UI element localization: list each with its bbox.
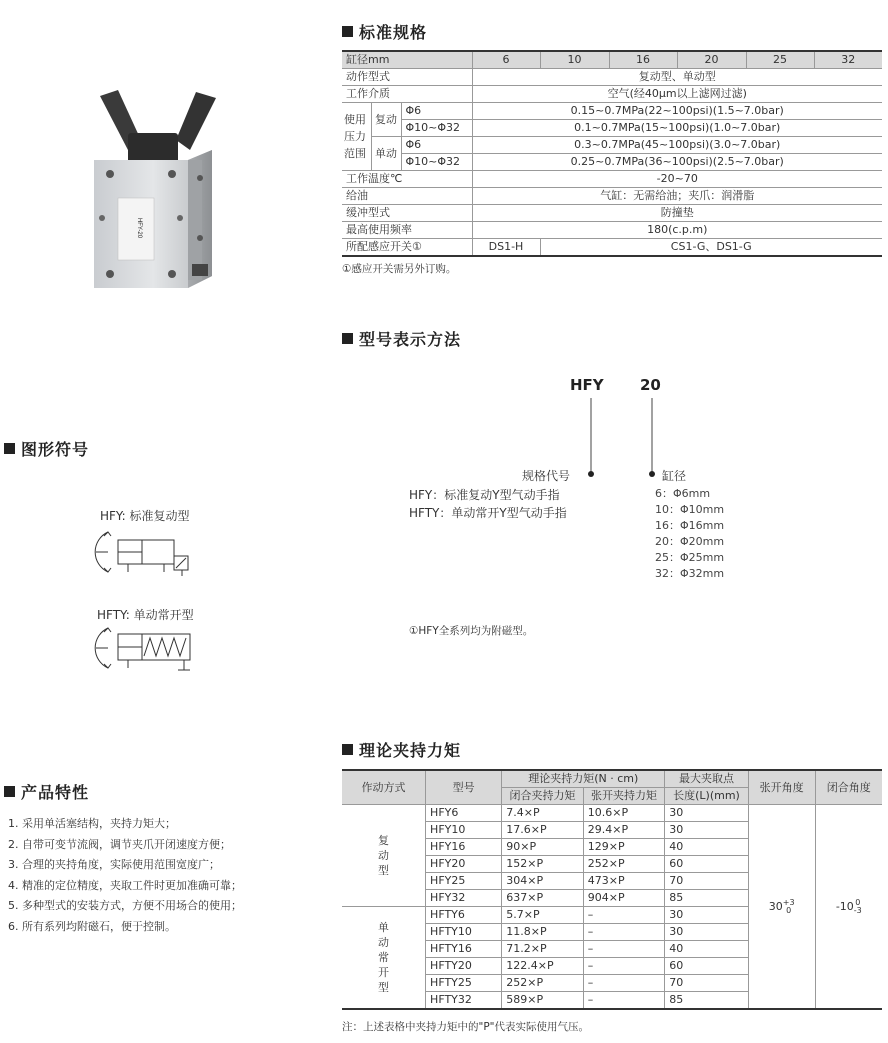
torque-note: 注：上述表格中夹持力矩中的"P"代表实际使用气压。 xyxy=(342,1021,589,1033)
bore-item: 25：Φ25mm xyxy=(655,551,725,564)
cell-length: 70 xyxy=(665,873,749,890)
feature-item: 6. 所有系列均附磁石，便于控制。 xyxy=(8,919,176,933)
torque-group-double xyxy=(342,805,426,907)
spec-row-pressure xyxy=(342,103,882,120)
group-label-char: 常 xyxy=(378,951,390,964)
cell-close-torque: 71.2×P xyxy=(502,941,583,958)
spec-section-title xyxy=(342,20,427,43)
cell-model: HFTY25 xyxy=(426,975,502,992)
cell-model: HFTY32 xyxy=(426,992,502,1010)
cell-model: HFTY10 xyxy=(426,924,502,941)
model-connector-lines xyxy=(580,396,660,478)
cell-open-torque: 29.4×P xyxy=(583,822,664,839)
cell-open-torque: – xyxy=(583,924,664,941)
bore-item: 16：Φ16mm xyxy=(655,519,725,532)
spec-label: 工作介质 xyxy=(342,86,472,103)
group-label-char: 型 xyxy=(378,864,390,877)
model-title: 型号表示方法 xyxy=(359,330,462,349)
model-code-bore: 20 xyxy=(640,376,661,394)
table-row xyxy=(342,805,882,822)
spec-bore-range: Φ6 xyxy=(401,103,472,120)
section-bullet-icon xyxy=(342,333,353,344)
cell-open-torque: 252×P xyxy=(583,856,664,873)
model-bore-label: 缸径 xyxy=(662,469,687,483)
spec-note: ①感应开关需另外订购。 xyxy=(342,263,457,275)
model-section-title xyxy=(342,327,461,350)
symbol-hfty-diagram xyxy=(92,624,202,676)
spec-header-6: 6 xyxy=(472,51,540,69)
spec-header-32: 32 xyxy=(814,51,882,69)
cell-open-torque: – xyxy=(583,958,664,975)
spec-value: 0.1~0.7MPa(15~100psi)(1.0~7.0bar) xyxy=(472,120,882,137)
cell-length: 85 xyxy=(665,992,749,1010)
torque-header-open-torque: 张开夹持力矩 xyxy=(583,788,664,805)
spec-value: 气缸：无需给油；夹爪：润滑脂 xyxy=(472,188,882,205)
spec-pressure-label xyxy=(342,103,371,171)
feature-item: 2. 自带可变节流阀，调节夹爪开闭速度方便； xyxy=(8,837,231,851)
group-label-char: 型 xyxy=(378,981,390,994)
torque-header-length: 最大夹取点 xyxy=(665,770,749,788)
cell-model: HFY32 xyxy=(426,890,502,907)
cell-model: HFY16 xyxy=(426,839,502,856)
torque-table xyxy=(342,769,882,1010)
group-label-char: 动 xyxy=(378,849,390,862)
cell-length: 30 xyxy=(665,805,749,822)
cell-open-torque: – xyxy=(583,907,664,924)
spec-value: 0.3~0.7MPa(45~100psi)(3.0~7.0bar) xyxy=(472,137,882,154)
spec-value: 0.25~0.7MPa(36~100psi)(2.5~7.0bar) xyxy=(472,154,882,171)
cell-length: 60 xyxy=(665,856,749,873)
spec-row-pressure xyxy=(342,154,882,171)
features-title: 产品特性 xyxy=(21,783,90,802)
model-code-prefix: HFY xyxy=(570,376,604,394)
spec-row-temp xyxy=(342,171,882,188)
spec-row-pressure xyxy=(342,137,882,154)
spec-value: DS1-H xyxy=(472,239,540,257)
spec-row-oil xyxy=(342,188,882,205)
pressure-label-line: 使用 xyxy=(344,113,366,126)
cell-close-torque: 152×P xyxy=(502,856,583,873)
cell-model: HFY25 xyxy=(426,873,502,890)
cell-close-torque: 90×P xyxy=(502,839,583,856)
cell-close-torque: 17.6×P xyxy=(502,822,583,839)
cell-close-torque: 5.7×P xyxy=(502,907,583,924)
spec-label: 所配感应开关① xyxy=(342,239,472,257)
torque-header-open-angle: 张开角度 xyxy=(748,770,815,805)
cell-length: 60 xyxy=(665,958,749,975)
section-bullet-icon xyxy=(4,786,15,797)
features-section-title xyxy=(4,780,89,803)
spec-value: 空气(经40μm以上滤网过滤) xyxy=(472,86,882,103)
cell-length: 30 xyxy=(665,924,749,941)
group-label-char: 动 xyxy=(378,936,390,949)
spec-header-20: 20 xyxy=(677,51,746,69)
spec-value: 复动型、单动型 xyxy=(472,69,882,86)
torque-header-action: 作动方式 xyxy=(342,770,426,805)
torque-section-title xyxy=(342,738,461,761)
torque-title: 理论夹持力矩 xyxy=(359,741,462,760)
section-bullet-icon xyxy=(342,26,353,37)
pressure-label-line: 压力 xyxy=(344,130,366,143)
cell-close-torque: 7.4×P xyxy=(502,805,583,822)
close-angle-sub: -3 xyxy=(853,905,862,915)
torque-open-angle-value xyxy=(748,805,815,1010)
open-angle-base: 30 xyxy=(768,899,783,913)
cell-open-torque: 473×P xyxy=(583,873,664,890)
torque-header-close-angle: 闭合角度 xyxy=(815,770,882,805)
spec-row-sensor xyxy=(342,239,882,257)
spec-label: 动作型式 xyxy=(342,69,472,86)
spec-row-action xyxy=(342,69,882,86)
bore-item: 10：Φ10mm xyxy=(655,503,725,516)
cell-open-torque: 904×P xyxy=(583,890,664,907)
cell-length: 40 xyxy=(665,941,749,958)
model-type-hfty: HFTY：单动常开Y型气动手指 xyxy=(409,506,567,520)
spec-row-medium xyxy=(342,86,882,103)
torque-group-single xyxy=(342,907,426,1010)
spec-header-16: 16 xyxy=(609,51,677,69)
spec-bore-range: Φ10~Φ32 xyxy=(401,120,472,137)
cell-model: HFY6 xyxy=(426,805,502,822)
spec-row-cushion xyxy=(342,205,882,222)
spec-value: CS1-G、DS1-G xyxy=(540,239,882,257)
spec-label: 给油 xyxy=(342,188,472,205)
feature-item: 3. 合理的夹持角度，实际使用范围宽度广； xyxy=(8,858,220,871)
spec-row-freq xyxy=(342,222,882,239)
model-note: ①HFY全系列均为附磁型。 xyxy=(409,625,534,637)
torque-header-close-torque: 闭合夹持力矩 xyxy=(502,788,583,805)
cell-open-torque: 10.6×P xyxy=(583,805,664,822)
close-angle-base: -10 xyxy=(835,899,854,913)
torque-close-angle-value xyxy=(815,805,882,1010)
cell-model: HFTY20 xyxy=(426,958,502,975)
feature-item: 1. 采用单活塞结构，夹持力矩大； xyxy=(8,817,176,830)
spec-row-pressure xyxy=(342,120,882,137)
cell-length: 30 xyxy=(665,822,749,839)
cell-close-torque: 122.4×P xyxy=(502,958,583,975)
cell-open-torque: – xyxy=(583,941,664,958)
model-bore-list xyxy=(655,486,724,582)
cell-model: HFY20 xyxy=(426,856,502,873)
spec-title: 标准规格 xyxy=(359,23,428,42)
symbol-hfy-diagram xyxy=(92,528,202,578)
cell-close-torque: 304×P xyxy=(502,873,583,890)
spec-bore-range: Φ6 xyxy=(401,137,472,154)
bore-item: 6：Φ6mm xyxy=(655,487,711,500)
feature-item: 4. 精准的定位精度，夹取工件时更加准确可靠； xyxy=(8,878,242,892)
spec-label: 工作温度℃ xyxy=(342,171,472,188)
spec-header-row xyxy=(342,51,882,69)
cell-model: HFTY16 xyxy=(426,941,502,958)
open-angle-sub: 0 xyxy=(786,905,792,915)
spec-header-10: 10 xyxy=(540,51,609,69)
cell-open-torque: – xyxy=(583,992,664,1010)
torque-header-length-unit: 长度(L)(mm) xyxy=(665,788,749,805)
group-label-char: 复 xyxy=(378,834,390,847)
symbol-hfty-label: HFTY: 单动常开型 xyxy=(97,608,194,622)
cell-length: 30 xyxy=(665,907,749,924)
symbol-hfy-label: HFY: 标准复动型 xyxy=(100,509,190,523)
spec-table xyxy=(342,50,882,257)
cell-open-torque: 129×P xyxy=(583,839,664,856)
symbol-title: 图形符号 xyxy=(21,440,90,459)
group-label-char: 单 xyxy=(378,921,390,934)
torque-header-model: 型号 xyxy=(426,770,502,805)
spec-header-25: 25 xyxy=(746,51,814,69)
bore-item: 32：Φ32mm xyxy=(655,567,725,580)
spec-single-label: 单动 xyxy=(371,137,401,171)
section-bullet-icon xyxy=(4,443,15,454)
cell-open-torque: – xyxy=(583,975,664,992)
spec-value: 180(c.p.m) xyxy=(472,222,882,239)
cell-length: 85 xyxy=(665,890,749,907)
torque-header-torque: 理论夹持力矩(N · cm) xyxy=(502,770,665,788)
spec-header-bore: 缸径mm xyxy=(342,51,472,69)
pressure-label-line: 范围 xyxy=(344,147,366,160)
product-label-text: HFY-20 xyxy=(136,217,142,239)
cell-length: 40 xyxy=(665,839,749,856)
cell-model: HFY10 xyxy=(426,822,502,839)
model-type-hfy: HFY：标准复动Y型气动手指 xyxy=(409,488,560,502)
spec-label: 最高使用频率 xyxy=(342,222,472,239)
product-photo xyxy=(88,88,228,294)
group-label-char: 开 xyxy=(378,966,390,979)
cell-length: 70 xyxy=(665,975,749,992)
spec-double-label: 复动 xyxy=(371,103,401,137)
torque-header-row xyxy=(342,770,882,788)
spec-label: 缓冲型式 xyxy=(342,205,472,222)
cell-close-torque: 11.8×P xyxy=(502,924,583,941)
symbol-section-title xyxy=(4,437,89,460)
section-bullet-icon xyxy=(342,744,353,755)
spec-value: 0.15~0.7MPa(22~100psi)(1.5~7.0bar) xyxy=(472,103,882,120)
model-spec-code-label: 规格代号 xyxy=(522,469,571,483)
cell-close-torque: 637×P xyxy=(502,890,583,907)
spec-bore-range: Φ10~Φ32 xyxy=(401,154,472,171)
cell-close-torque: 252×P xyxy=(502,975,583,992)
bore-item: 20：Φ20mm xyxy=(655,535,725,548)
features-list xyxy=(8,814,242,937)
cell-model: HFTY6 xyxy=(426,907,502,924)
close-angle-sup: 0 xyxy=(855,897,861,907)
feature-item: 5. 多种型式的安装方式，方便不用场合的使用； xyxy=(8,899,242,912)
spec-value: 防撞垫 xyxy=(472,205,882,222)
open-angle-sup: +3 xyxy=(782,897,795,907)
cell-close-torque: 589×P xyxy=(502,992,583,1010)
spec-value: -20~70 xyxy=(472,171,882,188)
